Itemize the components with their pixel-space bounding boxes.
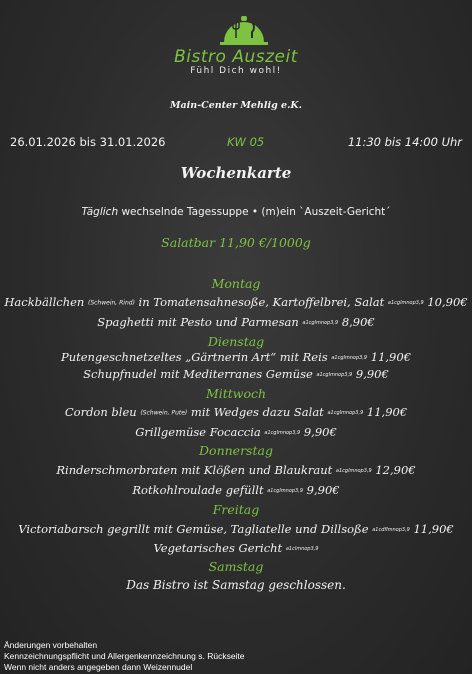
menu-item (0, 295, 472, 309)
dish-price: 10,90€ (427, 295, 468, 309)
day-heading-dienstag: Dienstag (207, 334, 265, 349)
allergen-codes: a1cglmnop3,9 (331, 355, 368, 361)
daily-soup-prefix: Täglich (81, 206, 119, 218)
day-heading-mittwoch: Mittwoch (205, 386, 267, 401)
allergen-codes: a1cglmnop3,9 (327, 410, 364, 416)
footer-line: Kennzeichnungspflicht und Allergenkennzeichnung s. Rückseite (4, 651, 245, 661)
salad-bar: Salatbar 11,90 €/1000g (161, 235, 311, 250)
dish-price: 9,90€ (306, 483, 340, 497)
menu-item (0, 350, 472, 364)
day-heading-donnerstag: Donnerstag (199, 443, 273, 458)
dish-price: 11,90€ (366, 405, 408, 419)
menu-item (0, 315, 472, 329)
dish-note: (Schwein, Pute) (140, 409, 188, 417)
company-name: Main-Center Mehlig e.K. (170, 100, 302, 111)
menu-item (0, 541, 472, 555)
footer-line: Wenn nicht anders angegeben dann Weizennudel (4, 662, 193, 672)
dish-name: Hackbällchen (4, 295, 85, 309)
allergen-codes: a1cglmnop3,9 (316, 372, 353, 378)
day-heading-freitag: Freitag (212, 502, 260, 517)
dish-price: 12,90€ (375, 463, 416, 477)
allergen-codes: a1cglmnop3,9 (335, 468, 372, 474)
menu-item (0, 463, 472, 477)
closed-note: Das Bistro ist Samstag geschlossen. (126, 578, 346, 592)
opening-hours: 11:30 bis 14:00 Uhr (347, 135, 462, 149)
dish-note: (Schwein, Rind) (87, 299, 135, 307)
dish-price: 11,90€ (370, 350, 412, 364)
allergen-codes: a1cglmnop3,9 (302, 320, 339, 326)
cloche-with-cutlery-icon (186, 2, 302, 52)
page-title: Wochenkarte (180, 164, 292, 182)
day-heading-samstag: Samstag (208, 559, 264, 574)
week-number: KW 05 (227, 135, 265, 149)
dish-name: Rinderschmorbraten mit Klößen und Blaukraut (56, 463, 336, 477)
menu-item (0, 522, 472, 536)
dish-name: Victoriabarsch gegrillt mit Gemüse, Tagliatelle und Dillsoße (18, 522, 373, 536)
dish-name: Putengeschnetzeltes „Gärtnerin Art“ mit Reis (60, 350, 332, 364)
brand-tagline: Fühl Dich wohl! (190, 66, 282, 76)
allergen-codes: a1cglmnop3,9 (267, 488, 303, 494)
footer-line: Änderungen vorbehalten (4, 640, 98, 650)
dish-name: Schupfnudel mit Mediterranes Gemüse (83, 367, 317, 381)
daily-soup-text: wechselnde Tagessuppe • (m)ein `Auszeit-Gericht´ (118, 206, 391, 218)
dish-price: 11,90€ (413, 522, 454, 536)
menu-item (0, 367, 472, 381)
dish-name: Rotkohlroulade gefüllt (132, 483, 268, 497)
dish-price: 9,90€ (303, 425, 337, 439)
dish-name: Vegetarisches Gericht (153, 541, 286, 555)
dish-desc: in Tomatensahnesoße, Kartoffelbrei, Salat (134, 295, 388, 309)
dish-price: 9,90€ (355, 367, 389, 381)
allergen-codes: a1cdflmnop3,9 (372, 527, 410, 533)
day-heading-montag: Montag (211, 276, 261, 291)
dish-price: 8,90€ (341, 315, 375, 329)
allergen-codes: a1clmnop3,9 (285, 546, 319, 552)
menu-item (0, 483, 472, 497)
dish-name: Cordon bleu (64, 405, 141, 419)
dish-name: Grillgemüse Focaccia (135, 425, 265, 439)
date-range: 26.01.2026 bis 31.01.2026 (10, 135, 166, 149)
daily-soup (0, 206, 472, 218)
brand-name: Bistro Auszeit (174, 47, 298, 67)
dish-name: Spaghetti mit Pesto und Parmesan (97, 315, 303, 329)
allergen-codes: a1cglmnop3,9 (264, 430, 301, 436)
dish-desc: mit Wedges dazu Salat (187, 405, 328, 419)
menu-item (0, 405, 472, 419)
allergen-codes: a1cglmnop3,9 (387, 300, 424, 306)
menu-item (0, 425, 472, 439)
